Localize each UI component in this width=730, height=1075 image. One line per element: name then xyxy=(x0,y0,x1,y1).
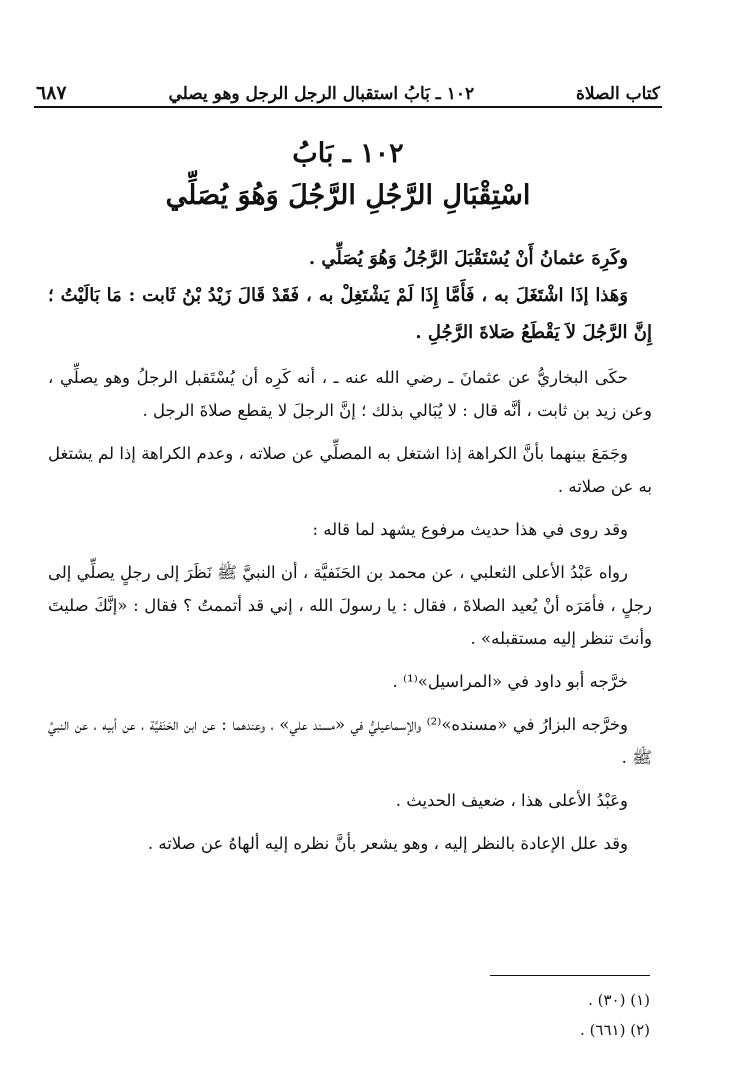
commentary-paragraph: وخرَّجه البزارُ في «مسنده»⁽²⁾ والإسماعيليُّ في «مسند علي» ، وعندهما : عن ابن الحَنَفيَّة ، عن أبيه ، عن النبيِّ ﷺ . xyxy=(48,715,652,767)
header-chapter-title: ١٠٢ ـ بَابُ استقبال الرجل الرجل وهو يصلي xyxy=(168,84,475,104)
book-title: كتاب الصلاة xyxy=(575,84,660,104)
header-divider xyxy=(34,106,662,108)
chapter-title: اسْتِقْبَالِ الرَّجُلِ الرَّجُلَ وَهُوَ يُصَلِّي xyxy=(165,180,531,211)
matn-paragraph: وكَرِهَ عثمانُ أَنْ يُسْتَقْبَلَ الرَّجُلُ وَهُوَ يُصَلِّي . xyxy=(308,248,628,269)
commentary-paragraph: خرَّجه أبو داود في «المراسيل»⁽¹⁾ . xyxy=(392,672,628,691)
commentary-paragraph: وقد روى في هذا حديث مرفوع يشهد لما قاله : xyxy=(312,520,628,539)
chapter-number: ١٠٢ ـ بَابُ xyxy=(292,138,404,169)
main-text xyxy=(48,240,652,860)
matn-paragraph: وَهَذا إذَا اشْتَغَلَ به ، فَأَمَّا إِذَا لَمْ يَشْتَغِلْ به ، فَقَدْ قَالَ زَيْدُ بْنُ ثَابت : مَا بَالَيْتُ ؛ إِنَّ الرَّجُلَ لاَ يَقْطَعُ صَلاةَ الرَّجُلِ . xyxy=(48,285,652,343)
commentary-paragraph: رواه عَبْدُ الأعلى الثعلبي ، عن محمد بن الحَنَفيَّة ، أن النبيَّ ﷺ نَظَرَ إلى رجلٍ يصلِّي إلى رجلٍ ، فأمَرَه أنْ يُعيد الصلاةَ ، فقال : يا رسولَ الله ، إني قد أتممتُ ؟ فقال : «إنَّكَ صليتَ وأنتَ تنظر إليه مستقبله» . xyxy=(48,563,652,648)
commentary-paragraph: وقد علل الإعادة بالنظر إليه ، وهو يشعر بأنَّ نظره إليه ألهاهُ عن صلاته . xyxy=(147,834,628,853)
footnote: (٢) (٦٦١) . xyxy=(580,1021,650,1039)
commentary-paragraph: حكَى البخاريُّ عن عثمانَ ـ رضي الله عنه ـ ، أنه كَرِه أن يُسْتَقبل الرجلُ وهو يصلِّي ، وعن زيد بن ثابت ، أنَّه قال : لا يُبَالي بذلك ؛ إنَّ الرجلَ لا يقطع صلاةَ الرجل . xyxy=(48,368,652,420)
commentary-paragraph: وعَبْدُ الأعلى هذا ، ضعيف الحديث . xyxy=(395,791,628,810)
running-header xyxy=(36,74,660,104)
footnotes xyxy=(48,985,650,1045)
commentary-paragraph: وجَمَعَ بينهما بأنَّ الكراهة إذا اشتغل به المصلِّي عن صلاته ، وعدم الكراهة إذا لم يشتغل به عن صلاته . xyxy=(48,444,652,496)
footnote-divider xyxy=(490,975,650,976)
footnote: (١) (٣٠) . xyxy=(588,991,650,1009)
page-number: ٦٨٧ xyxy=(36,82,67,104)
